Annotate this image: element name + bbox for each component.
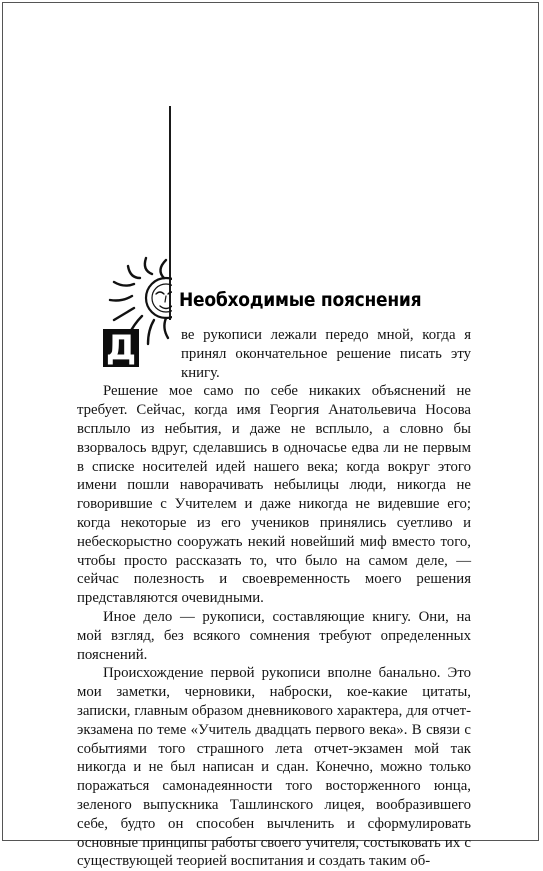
- book-page: [2, 2, 539, 870]
- paragraph: Решение мое само по себе никаких объяснений не требует. Сейчас, когда имя Георгия Анатольевича Носова всплыло из небытия, и даже не всплыло, а словно бы взорвалось вдруг, сделавшись в одночасье едва ли не первым в списке носителей идей нашего века; когда вокруг этого имени пошли наворачивать небылицы люди, никогда не говорившие с Учителем и даже никогда не видевшие его; когда некоторые из его учеников принялись суетливо и небескорыстно сооружать некий новейший миф вместо того, чтобы просто рассказать то, что было на самом деле, — сейчас полезность и своевременность моего решения представляются очевидными.: [77, 383, 471, 607]
- paragraph: Иное дело — рукописи, составляющие книгу. Они, на мой взгляд, без всякого сомнения требуют определенных пояснений.: [77, 608, 471, 663]
- lead-paragraph: ве рукописи лежали передо мной, когда я принял окончательное решение писать эту книгу.: [181, 327, 471, 381]
- chapter-title: Необходимые пояснения: [179, 289, 422, 311]
- chapter-body: [77, 326, 471, 871]
- paragraph: Происхождение первой рукописи вполне банально. Это мои заметки, черновики, наброски, кое-какие цитаты, записки, главным образом дневникового характера, для отчет-экзамена по теме «Учитель двадцать первого века». В связи с событиями того страшного лета отчет-экзамен мой так никогда и не был написан и сдан. Конечно, можно только поражаться самонадеянности того восторженного юнца, зеленого выпускника Ташлинского лицея, вообразившего себе, будто он способен вычленить и сформулировать основные принципы работы своего учителя, состыковать их с существующей теорией воспитания и создать таким об-: [77, 665, 471, 870]
- drop-cap: Д: [103, 329, 139, 367]
